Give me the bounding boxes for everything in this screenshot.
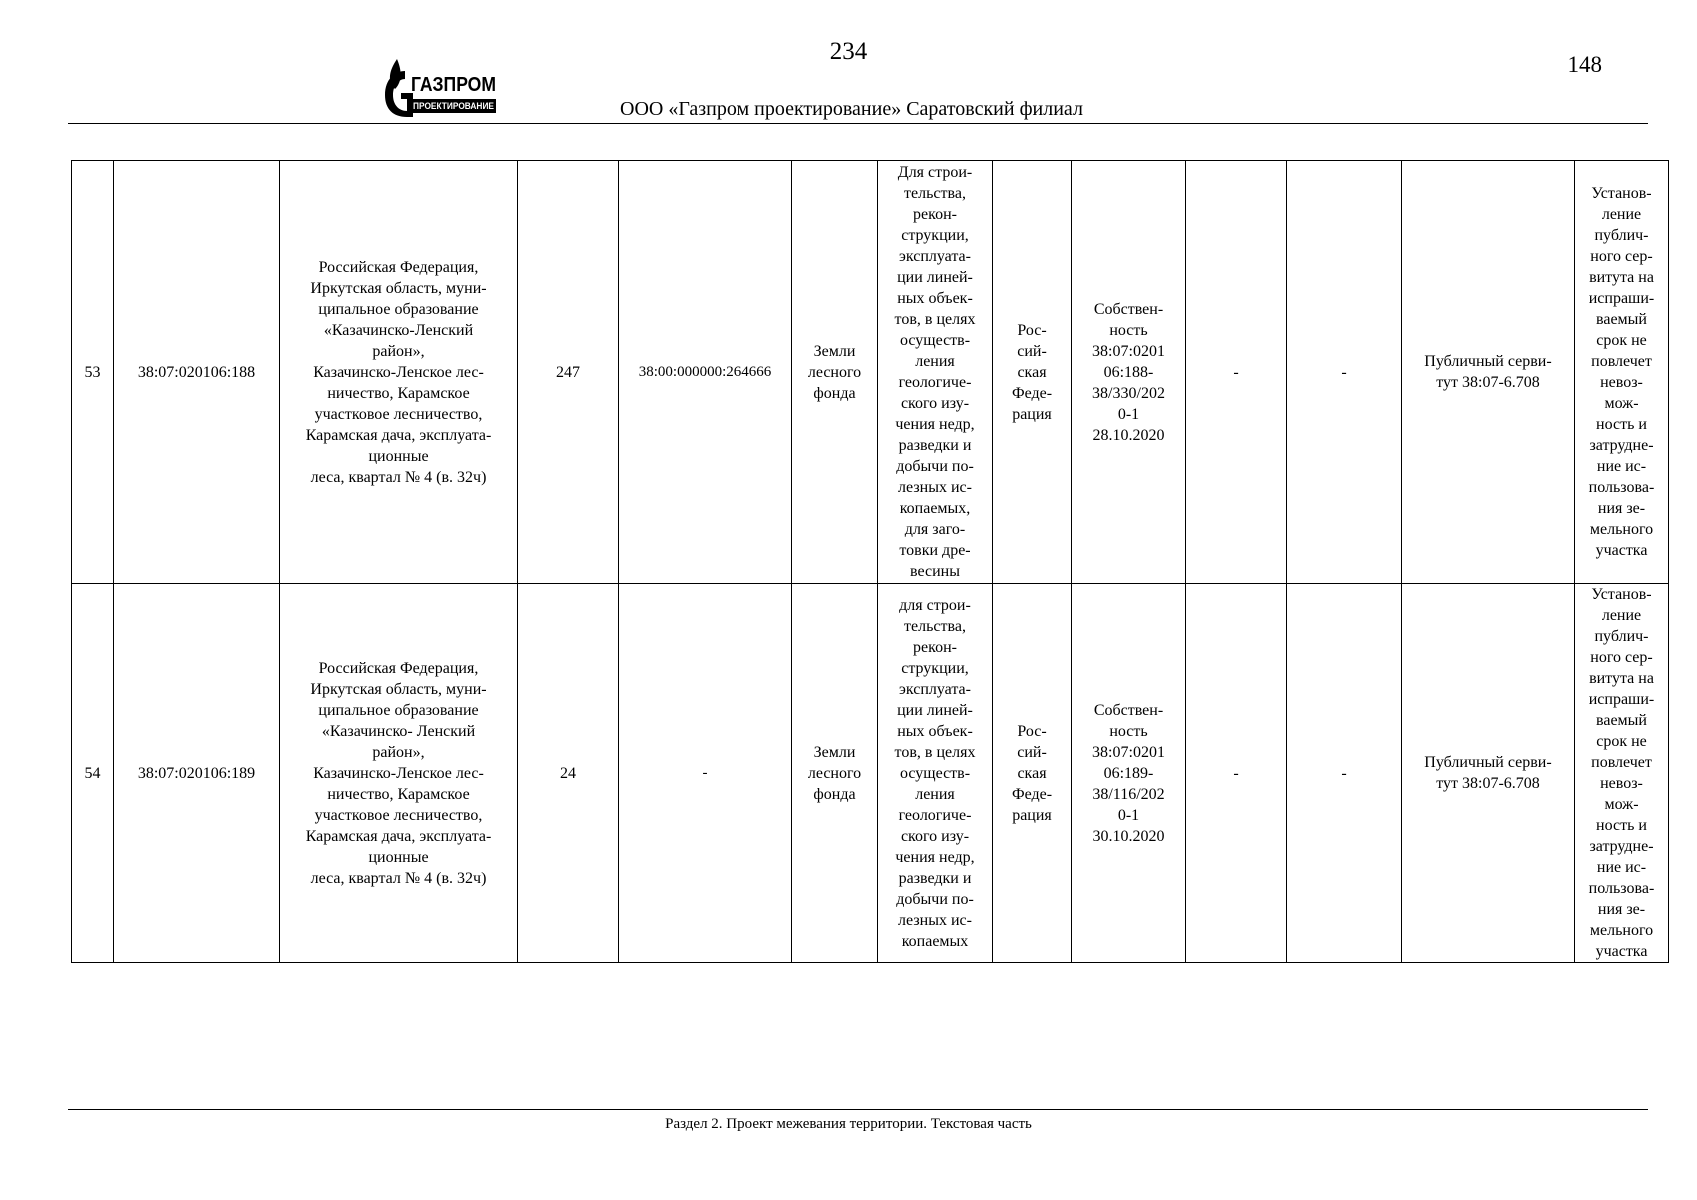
cell-consequence: Установ- ление публич- ного сер- витута на испраши- ваемый срок не повлечет невоз- мож- ность и затрудне- ние ис- пользова- ния зе- мельного участка — [1575, 161, 1669, 584]
svg-text:ГАЗПРОМ: ГАЗПРОМ — [411, 74, 496, 96]
svg-text:ПРОЕКТИРОВАНИЕ: ПРОЕКТИРОВАНИЕ — [413, 101, 494, 111]
cell-col11: - — [1287, 584, 1402, 963]
cell-cadastral-number: 38:07:020106:189 — [114, 584, 280, 963]
organization-name: ООО «Газпром проектирование» Саратовский филиал — [620, 98, 1083, 120]
header-rule — [68, 123, 1648, 124]
cell-col11: - — [1287, 161, 1402, 584]
cell-encumbrance: Публичный серви- тут 38:07-6.708 — [1402, 161, 1575, 584]
page-number-right: 148 — [1567, 52, 1602, 77]
cell-address: Российская Федерация, Иркутская область, муни- ципальное образование «Казачинско- Ленский район», Казачинско-Ленское лес- ничество, Карамское участковое лесничество, Карамская дача, эксплуата- ционные леса, квартал № 4 (в. 32ч) — [280, 584, 518, 963]
cell-permitted-use: Для строи- тельства, рекон- струкции, эксплуата- ции линей- ных объек- тов, в целях осуществ- ления геологиче- ского изу- чения недр, разведки и добычи по- лезных ис- копаемых, для заго- товки дре- весины — [878, 161, 993, 584]
table-row — [72, 161, 1669, 584]
cell-category: Земли лесного фонда — [792, 161, 878, 584]
cell-cadastral-number: 38:07:020106:188 — [114, 161, 280, 584]
cell-parent-number: - — [619, 584, 792, 963]
cell-consequence: Установ- ление публич- ного сер- витута на испраши- ваемый срок не повлечет невоз- мож- ность и затрудне- ние ис- пользова- ния зе- мельного участка — [1575, 584, 1669, 963]
cell-area: 24 — [518, 584, 619, 963]
cell-encumbrance: Публичный серви- тут 38:07-6.708 — [1402, 584, 1575, 963]
cell-area: 247 — [518, 161, 619, 584]
cell-right: Собствен- ность 38:07:0201 06:188- 38/330/202 0-1 28.10.2020 — [1072, 161, 1186, 584]
footer-rule — [68, 1109, 1648, 1110]
cell-parent-number: 38:00:000000:264666 — [619, 161, 792, 584]
cell-owner: Рос- сий- ская Феде- рация — [993, 584, 1072, 963]
footer-text: Раздел 2. Проект межевания территории. Текстовая часть — [665, 1116, 1032, 1132]
gazprom-logo — [383, 55, 498, 119]
cell-permitted-use: для строи- тельства, рекон- струкции, эксплуата- ции линей- ных объек- тов, в целях осуществ- ления геологиче- ского изу- чения недр, разведки и добычи по- лезных ис- копаемых — [878, 584, 993, 963]
cell-category: Земли лесного фонда — [792, 584, 878, 963]
cell-col10: - — [1186, 584, 1287, 963]
cell-num: 54 — [72, 584, 114, 963]
cell-owner: Рос- сий- ская Феде- рация — [993, 161, 1072, 584]
table-row — [72, 584, 1669, 963]
cell-num: 53 — [72, 161, 114, 584]
page-number-top: 234 — [829, 38, 868, 65]
cell-col10: - — [1186, 161, 1287, 584]
land-plots-table — [71, 160, 1669, 963]
cell-address: Российская Федерация, Иркутская область, муни- ципальное образование «Казачинско-Ленский район», Казачинско-Ленское лес- ничество, Карамское участковое лесничество, Карамская дача, эксплуата- ционные леса, квартал № 4 (в. 32ч) — [280, 161, 518, 584]
cell-right: Собствен- ность 38:07:0201 06:189- 38/116/202 0-1 30.10.2020 — [1072, 584, 1186, 963]
